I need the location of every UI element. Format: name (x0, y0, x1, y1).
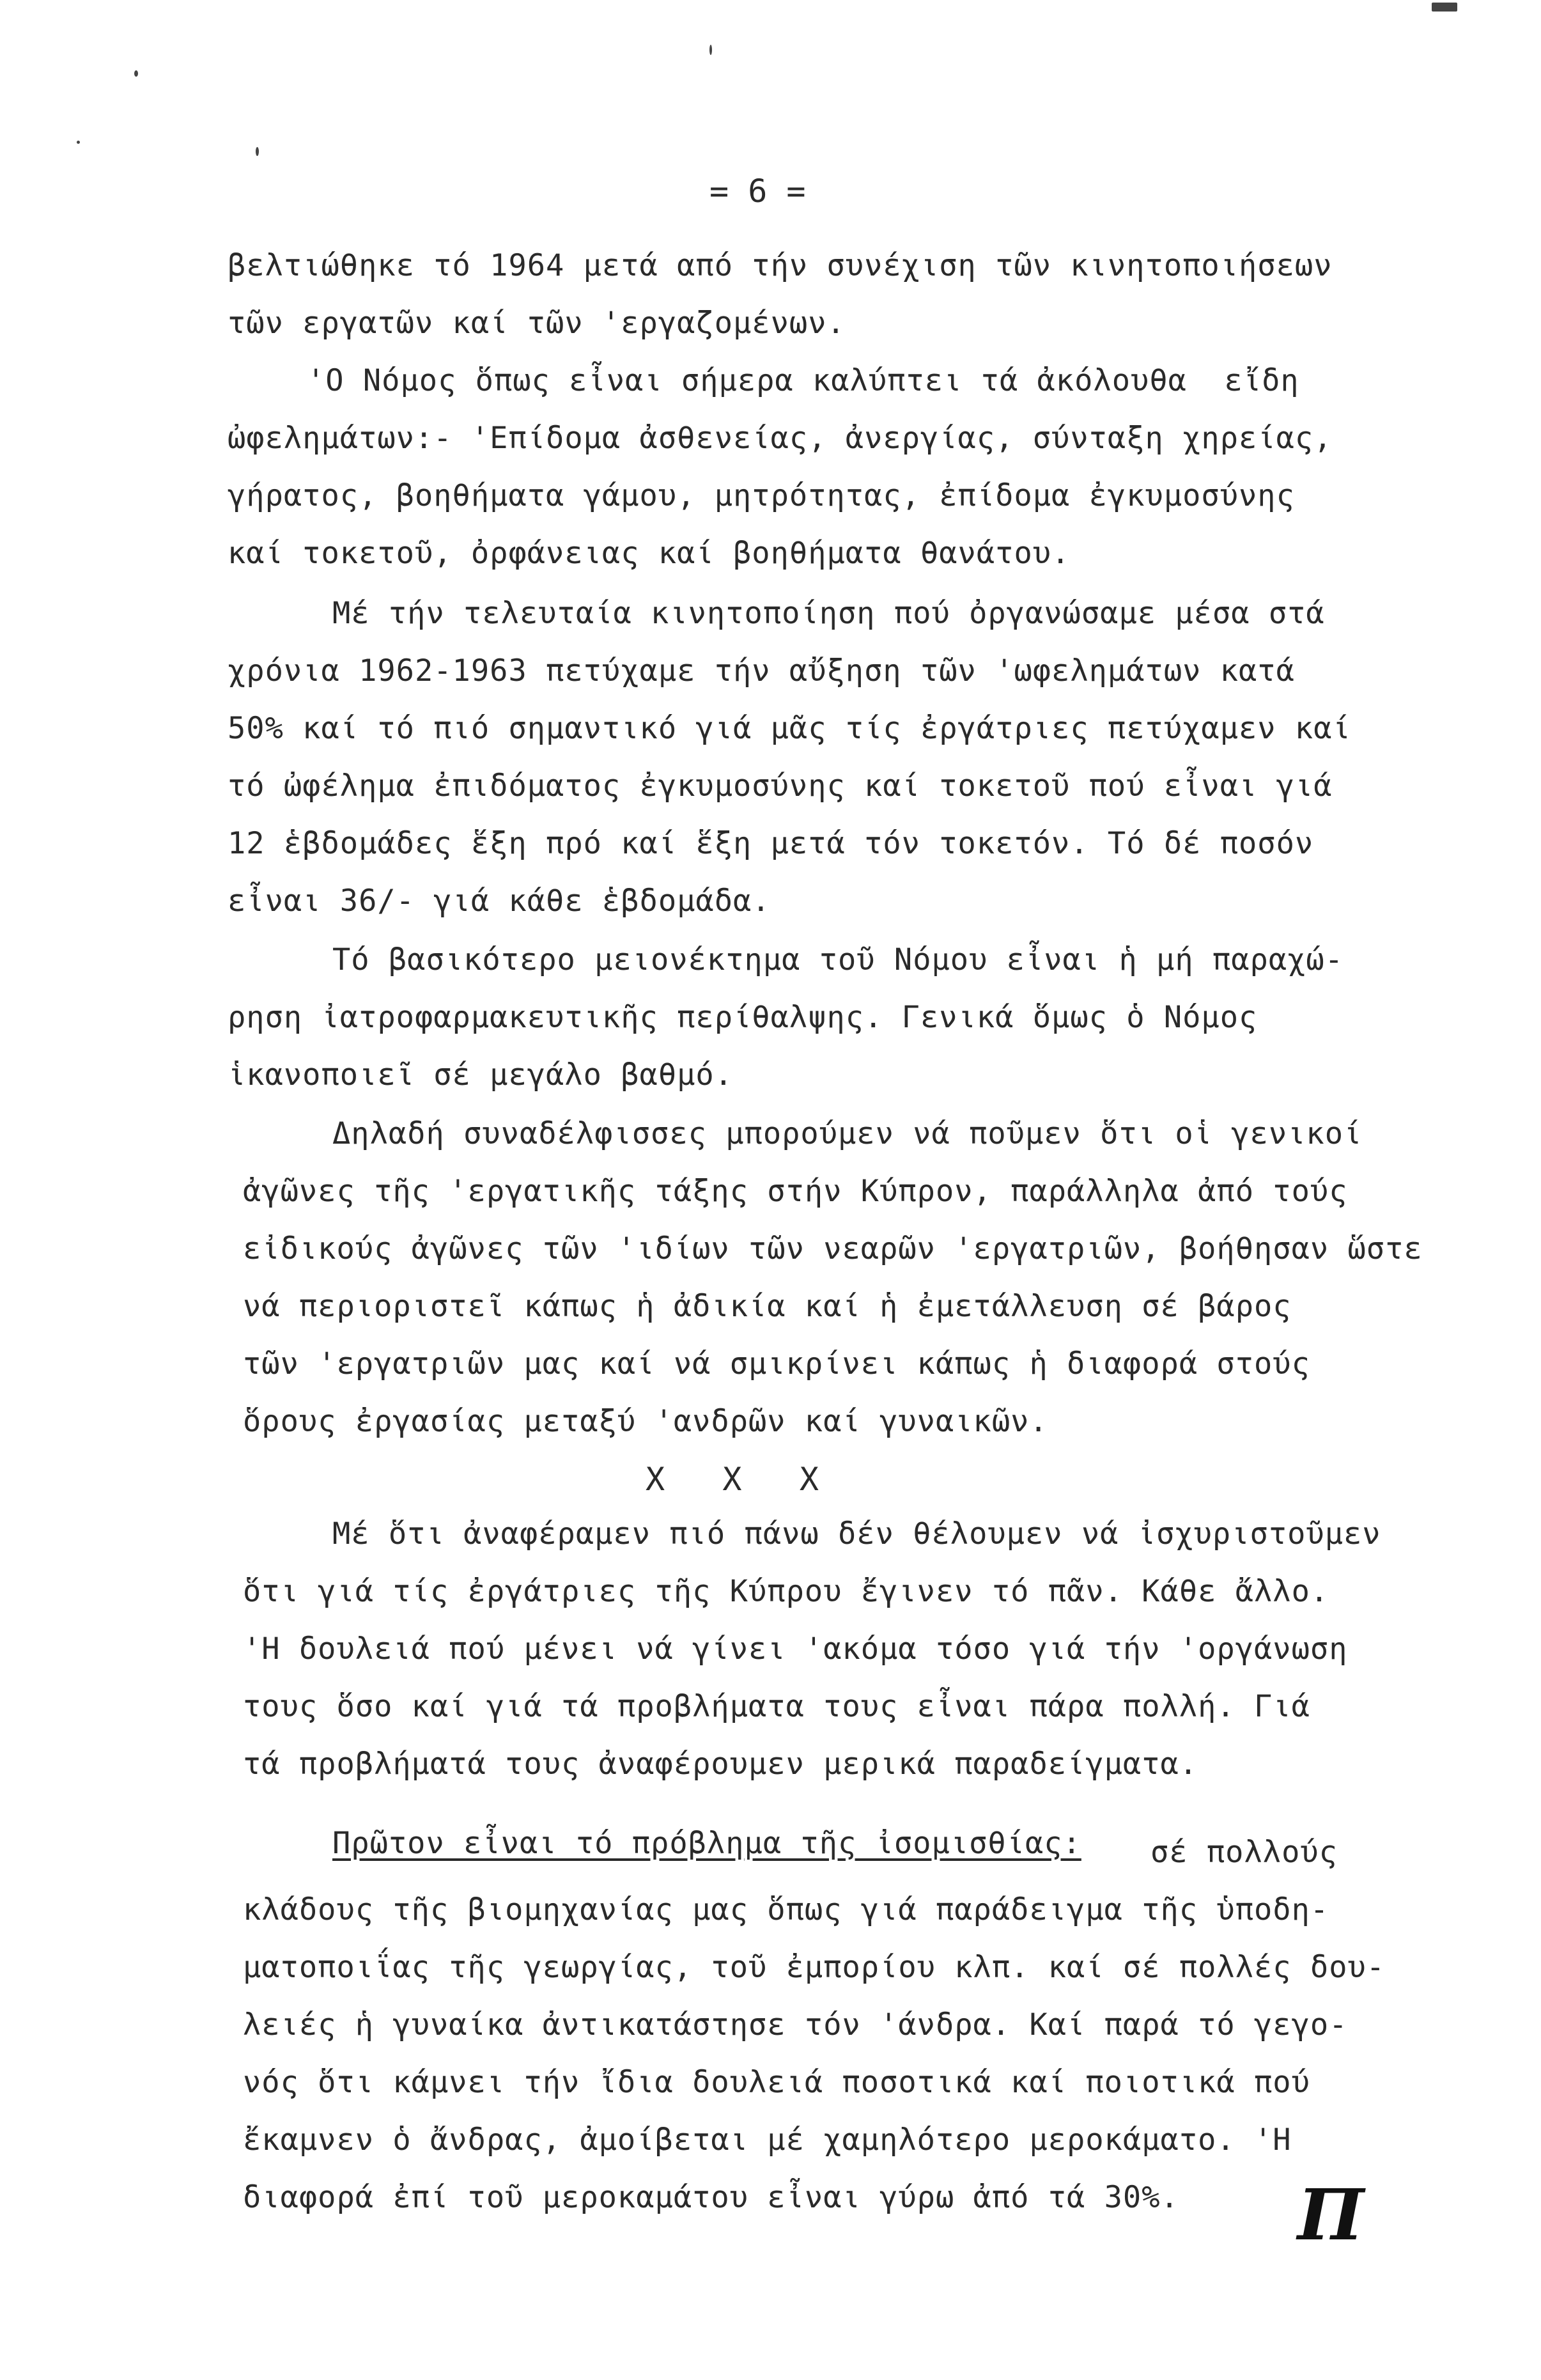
text-line: τῶν 'εργατριῶν μας καί νά σμικρίνει κάπως ἡ διαφορά στούς (243, 1346, 1310, 1381)
text-line: Δηλαδή συναδέλφισσες μπορούμεν νά ποῦμεν ὅτι οἱ γενικοί (332, 1116, 1363, 1151)
text-line: 12 ἑβδομάδες ἕξη πρό καί ἕξη μετά τόν τοκετόν. Τό δέ ποσόν (228, 826, 1314, 861)
text-line: 50% καί τό πιό σημαντικό γιά μᾶς τίς ἐργάτριες πετύχαμεν καί (228, 711, 1351, 746)
text-line: εἶναι 36/- γιά κάθε ἑβδομάδα. (228, 883, 771, 919)
section-separator: X X X (646, 1461, 819, 1498)
text-line: ρηση ἰατροφαρμακευτικῆς περίθαλψης. Γενικά ὅμως ὁ Νόμος (228, 1000, 1258, 1035)
text-line: τῶν εργατῶν καί τῶν 'εργαζομένων. (228, 306, 846, 341)
text-line: ὅρους ἐργασίας μεταξύ 'ανδρῶν καί γυναικῶν. (243, 1404, 1048, 1439)
scan-speck (709, 45, 712, 55)
text-line: εἰδικούς ἀγῶνες τῶν 'ιδίων τῶν νεαρῶν 'εργατριῶν, βοήθησαν ὥστε (243, 1231, 1423, 1266)
text-line: ἔκαμνεν ὁ ἄνδρας, ἀμοίβεται μέ χαμηλότερο μεροκάματο. 'Η (243, 2122, 1292, 2158)
text-line: τό ὠφέλημα ἐπιδόματος ἐγκυμοσύνης καί τοκετοῦ πού εἶναι γιά (228, 768, 1333, 804)
handwritten-mark: Π (1297, 2174, 1364, 2256)
text-line: ὠφελημάτων:- 'Επίδομα ἀσθενείας, ἀνεργίας, σύνταξη χηρείας, (228, 421, 1333, 456)
text-line: Μέ τήν τελευταία κινητοποίηση πού ὀργανώσαμε μέσα στά (332, 596, 1325, 631)
scan-speck (1432, 3, 1457, 12)
text-line: νός ὅτι κάμνει τήν ἴδια δουλειά ποσοτικά καί ποιοτικά πού (243, 2065, 1310, 2100)
text-line: 'Ο Νόμος ὅπως εἶναι σήμερα καλύπτει τά ἀκόλουθα εἴδη (307, 363, 1299, 398)
text-line: 'Η δουλειά πού μένει νά γίνει 'ακόμα τόσο γιά τήν 'οργάνωση (243, 1631, 1348, 1667)
text-line: κλάδους τῆς βιομηχανίας μας ὅπως γιά παράδειγμα τῆς ὑποδη- (243, 1892, 1329, 1927)
text-line: λειές ἡ γυναίκα ἀντικατάστησε τόν 'άνδρα. Καί παρά τό γεγο- (243, 2007, 1348, 2042)
text-line: ματοποιΐας τῆς γεωργίας, τοῦ ἐμπορίου κλπ. καί σέ πολλές δου- (243, 1950, 1386, 1985)
text-line: νά περιοριστεῖ κάπως ἡ ἀδικία καί ἡ ἐμετάλλευση σέ βάρος (243, 1289, 1292, 1324)
text-line: διαφορά ἐπί τοῦ μεροκαμάτου εἶναι γύρω ἀπό τά 30%. (243, 2180, 1179, 2215)
text-line: ἀγῶνες τῆς 'εργατικῆς τάξης στήν Κύπρον, παράλληλα ἀπό τούς (243, 1174, 1348, 1209)
page-number: = 6 = (709, 173, 806, 210)
scan-speck (134, 70, 138, 77)
text-line: γήρατος, βοηθήματα γάμου, μητρότητας, ἐπίδομα ἐγκυμοσύνης (228, 478, 1295, 513)
text-line: ἱκανοποιεῖ σέ μεγάλο βαθμό. (228, 1057, 734, 1093)
text-line: Μέ ὅτι ἀναφέραμεν πιό πάνω δέν θέλουμεν νά ἰσχυριστοῦμεν (332, 1516, 1381, 1552)
scan-speck (77, 141, 80, 144)
text-line: βελτιώθηκε τό 1964 μετά από τήν συνέχιση τῶν κινητοποιήσεων (228, 248, 1333, 283)
text-line: Τό βασικότερο μειονέκτημα τοῦ Νόμου εἶναι ἡ μή παραχώ- (332, 942, 1344, 977)
text-line: χρόνια 1962-1963 πετύχαμε τήν αὔξηση τῶν 'ωφελημάτων κατά (228, 653, 1295, 688)
text-line: ὅτι γιά τίς ἐργάτριες τῆς Κύπρου ἔγινεν τό πᾶν. Κάθε ἄλλο. (243, 1574, 1329, 1609)
text-line: σέ πολλούς (1150, 1835, 1338, 1870)
section-heading: Πρῶτον εἶναι τό πρόβλημα τῆς ἰσομισθίας: (332, 1826, 1081, 1861)
text-line: τά προβλήματά τους ἀναφέρουμεν μερικά παραδείγματα. (243, 1746, 1198, 1782)
text-line: τους ὅσο καί γιά τά προβλήματα τους εἶναι πάρα πολλή. Γιά (243, 1689, 1310, 1724)
text-line: καί τοκετοῦ, ὀρφάνειας καί βοηθήματα θανάτου. (228, 536, 1071, 571)
scan-speck (256, 147, 259, 156)
